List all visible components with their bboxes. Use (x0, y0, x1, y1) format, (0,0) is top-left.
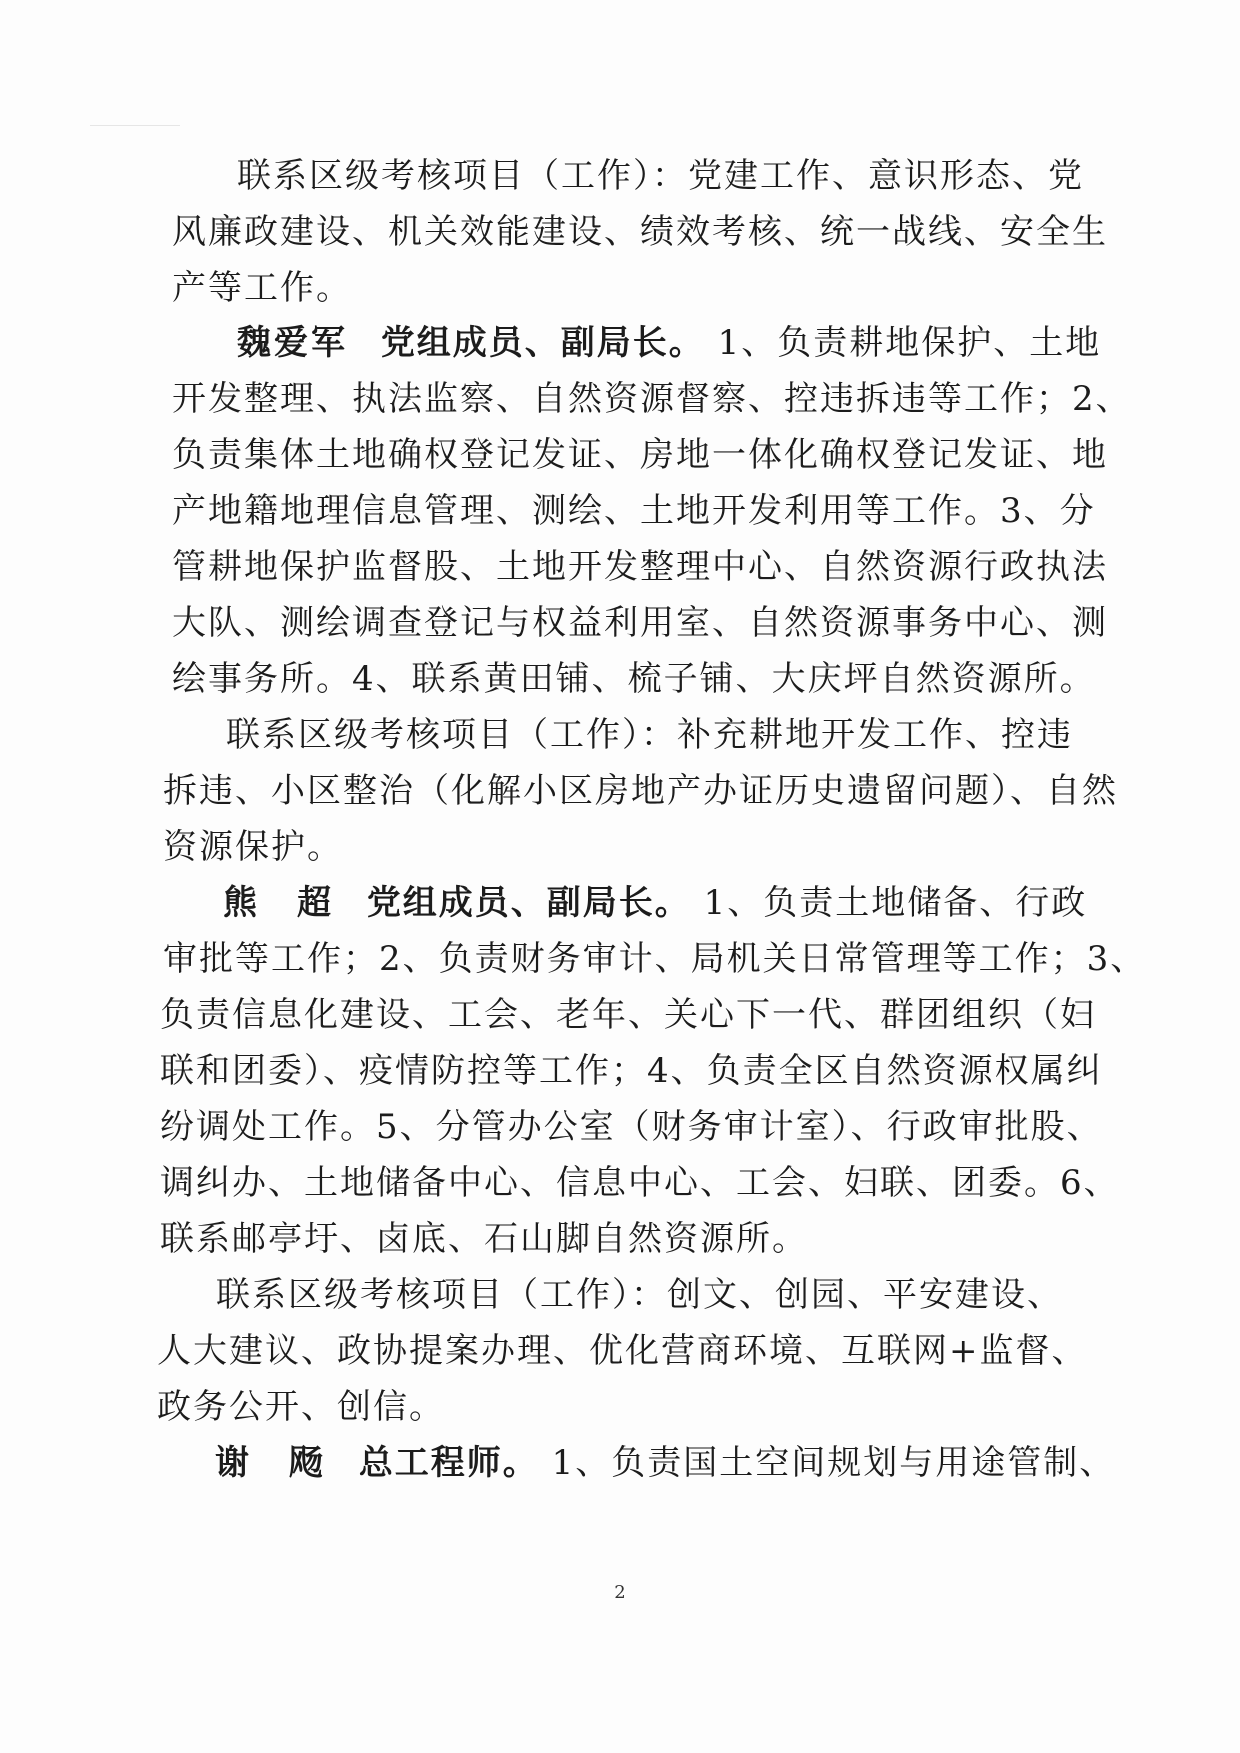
official-name: 熊 超 (223, 883, 334, 923)
text-line: 联系区级考核项目（工作）：党建工作、意识形态、党 (237, 156, 1084, 196)
text-line: 绘事务所。4、联系黄田铺、梳子铺、大庆坪自然资源所。 (172, 659, 1096, 699)
official-role: 党组成员、副局长。 (366, 883, 691, 923)
text-line: 联系邮亭圩、卤底、石山脚自然资源所。 (160, 1219, 808, 1259)
official-role: 党组成员、副局长。 (380, 323, 705, 363)
text-line: 纷调处工作。5、分管办公室（财务审计室）、行政审批股、 (160, 1107, 1103, 1147)
text-line: 拆违、小区整治（化解小区房地产办证历史遗留问题）、自然 (163, 771, 1118, 811)
page-number: 2 (614, 1582, 626, 1603)
official-entry-line (0, 1433, 1240, 1493)
official-name: 魏爱军 (237, 323, 348, 363)
text-line: 大队、测绘调查登记与权益利用室、自然资源事务中心、测 (172, 603, 1108, 643)
scan-artifact (90, 125, 180, 126)
text-line: 联和团委）、疫情防控等工作；4、负责全区自然资源权属纠 (160, 1051, 1103, 1091)
duty-text: 1、负责土地储备、行政 (703, 883, 1088, 923)
duty-text: 1、负责耕地保护、土地 (717, 323, 1102, 363)
text-line: 资源保护。 (163, 827, 343, 867)
text-line: 负责信息化建设、工会、老年、关心下一代、群团组织（妇 (160, 995, 1096, 1035)
duty-text: 1、负责国土空间规划与用途管制、 (551, 1443, 1116, 1483)
text-line: 开发整理、执法监察、自然资源督察、控违拆违等工作；2、 (172, 379, 1132, 419)
text-line: 审批等工作；2、负责财务审计、局机关日常管理等工作；3、 (163, 939, 1147, 979)
official-name: 谢 飏 (215, 1443, 326, 1483)
official-entry-line (0, 313, 1240, 373)
text-line: 联系区级考核项目（工作）：补充耕地开发工作、控违 (226, 715, 1073, 755)
official-role: 总工程师。 (358, 1443, 539, 1483)
text-line: 产等工作。 (172, 268, 352, 308)
text-line: 产地籍地理信息管理、测绘、土地开发利用等工作。3、分 (172, 491, 1096, 531)
text-line: 人大建议、政协提案办理、优化营商环境、互联网+监督、 (157, 1331, 1088, 1371)
text-line: 风廉政建设、机关效能建设、绩效考核、统一战线、安全生 (172, 212, 1108, 252)
text-line: 调纠办、土地储备中心、信息中心、工会、妇联、团委。6、 (160, 1163, 1120, 1203)
text-line: 联系区级考核项目（工作）：创文、创园、平安建设、 (216, 1275, 1063, 1315)
text-line: 负责集体土地确权登记发证、房地一体化确权登记发证、地 (172, 435, 1108, 475)
official-entry-line (0, 873, 1240, 933)
text-line: 管耕地保护监督股、土地开发整理中心、自然资源行政执法 (172, 547, 1108, 587)
text-line: 政务公开、创信。 (157, 1387, 445, 1427)
